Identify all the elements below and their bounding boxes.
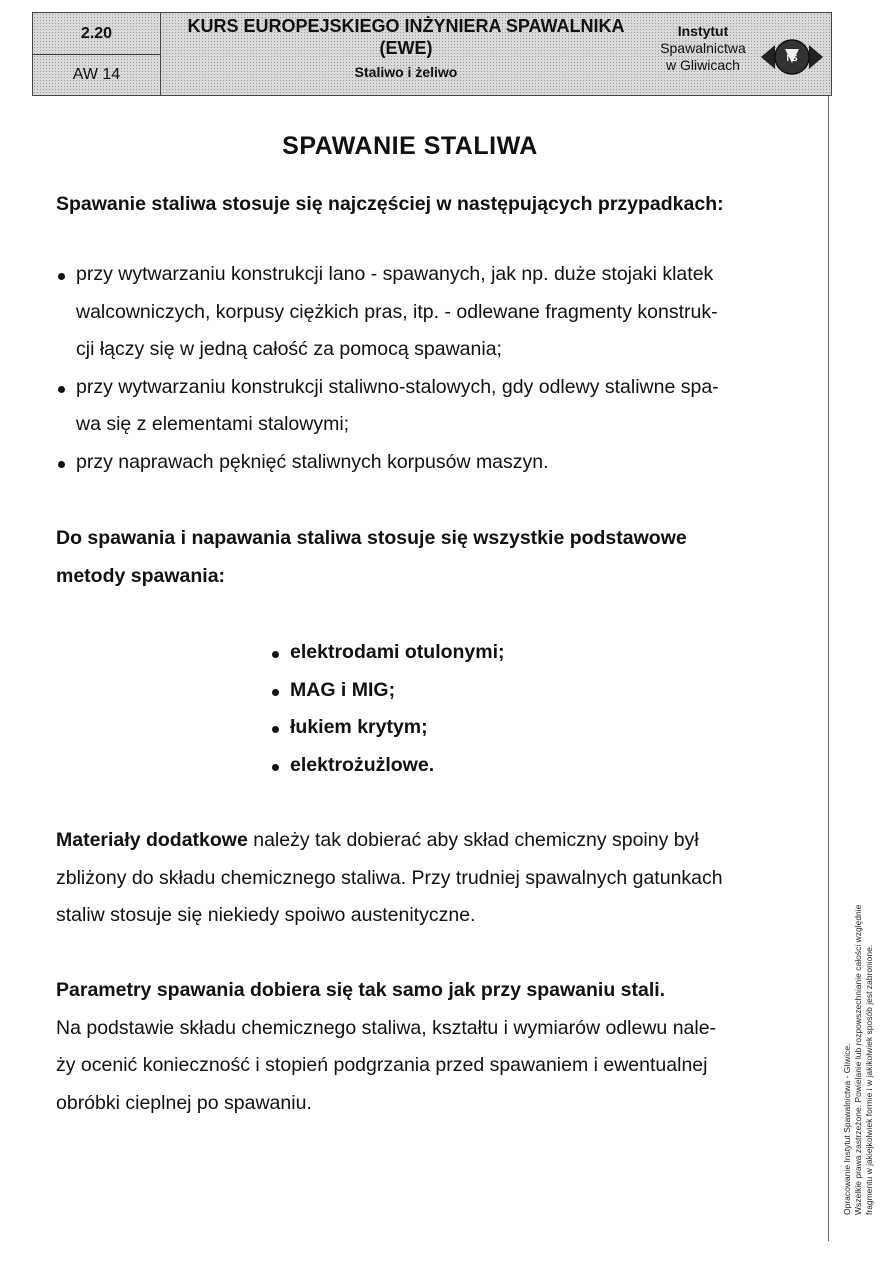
methods-heading-line2: metody spawania:: [56, 564, 226, 587]
course-title-line1: KURS EUROPEJSKIEGO INŻYNIERA SPAWALNIKA: [187, 16, 625, 36]
case-item: [56, 256, 776, 369]
method-item: elektrożużlowe.: [270, 747, 670, 785]
methods-list: [270, 634, 670, 784]
method-item: MAG i MIG;: [270, 672, 670, 710]
logo-text: I S: [786, 53, 798, 63]
materials-line1: należy tak dobierać aby skład chemiczny spoiny był: [247, 829, 699, 851]
methods-heading: [56, 520, 687, 595]
case-item-line: wa się z elementami stalowymi;: [76, 413, 350, 435]
page-title: SPAWANIE STALIWA: [282, 132, 538, 160]
page-number: 2.20: [33, 13, 161, 55]
document-header: [32, 12, 832, 96]
parameters-line2: ży ocenić konieczność i stopień podgrzania przed spawaniem i ewentualnej: [56, 1054, 708, 1076]
institute-line2: Spawalnictwa: [660, 40, 746, 56]
materials-lead: Materiały dodatkowe: [56, 829, 248, 851]
materials-paragraph: [56, 822, 776, 935]
parameters-paragraph: [56, 972, 776, 1122]
materials-line3: staliw stosuje się niekiedy spoiwo austenityczne.: [56, 904, 476, 926]
cases-list: [56, 256, 776, 481]
institute-logo-icon: [761, 37, 823, 77]
materials-line2: zbliżony do składu chemicznego staliwa. Przy trudniej spawalnych gatunkach: [56, 866, 723, 889]
side-note-line2: Wszelkie prawa zastrzeżone. Powielanie lub rozpowszechnianie całości względnie: [853, 904, 863, 1215]
institute-name: [633, 23, 773, 74]
method-item: łukiem krytym;: [270, 709, 670, 747]
course-title-line2: (EWE): [379, 38, 433, 58]
right-margin-line: [828, 96, 829, 1241]
copyright-side-note: [842, 850, 893, 1215]
parameters-lead: Parametry spawania dobiera się tak samo jak przy spawaniu stali.: [56, 979, 666, 1001]
case-item-line: cji łączy się w jedną całość za pomocą spawania;: [76, 338, 502, 360]
course-title-block: [161, 15, 651, 85]
side-note-line1: Opracowanie Instytut Spawalnictwa - Gliwice.: [842, 1043, 852, 1215]
institute-line1: Instytut: [677, 23, 729, 39]
document-code: AW 14: [33, 55, 161, 95]
case-item-line: przy naprawach pęknięć staliwnych korpusów maszyn.: [76, 450, 549, 473]
intro-heading: Spawanie staliwa stosuje się najczęściej w następujących przypadkach:: [56, 193, 724, 215]
methods-heading-line1: Do spawania i napawania staliwa stosuje się wszystkie podstawowe: [56, 527, 687, 549]
case-item-line: przy wytwarzaniu konstrukcji lano - spawanych, jak np. duże stojaki klatek: [76, 263, 714, 285]
side-note-line3: fragmentu w jakiejkolwiek formie i w jakikolwiek sposób jest zabronione.: [864, 944, 874, 1215]
case-item: [56, 444, 776, 482]
institute-line3: w Gliwicach: [666, 57, 740, 73]
case-item: [56, 369, 776, 444]
subject-label: Staliwo i żeliwo: [354, 64, 458, 80]
parameters-line1: Na podstawie składu chemicznego staliwa, kształtu i wymiarów odlewu nale-: [56, 1016, 717, 1039]
case-item-line: przy wytwarzaniu konstrukcji staliwno-stalowych, gdy odlewy staliwne spa-: [76, 375, 719, 398]
parameters-line3: obróbki cieplnej po spawaniu.: [56, 1091, 312, 1114]
method-item: elektrodami otulonymi;: [270, 634, 670, 672]
case-item-line: walcowniczych, korpusy ciężkich pras, itp. - odlewane fragmenty konstruk-: [76, 300, 718, 323]
